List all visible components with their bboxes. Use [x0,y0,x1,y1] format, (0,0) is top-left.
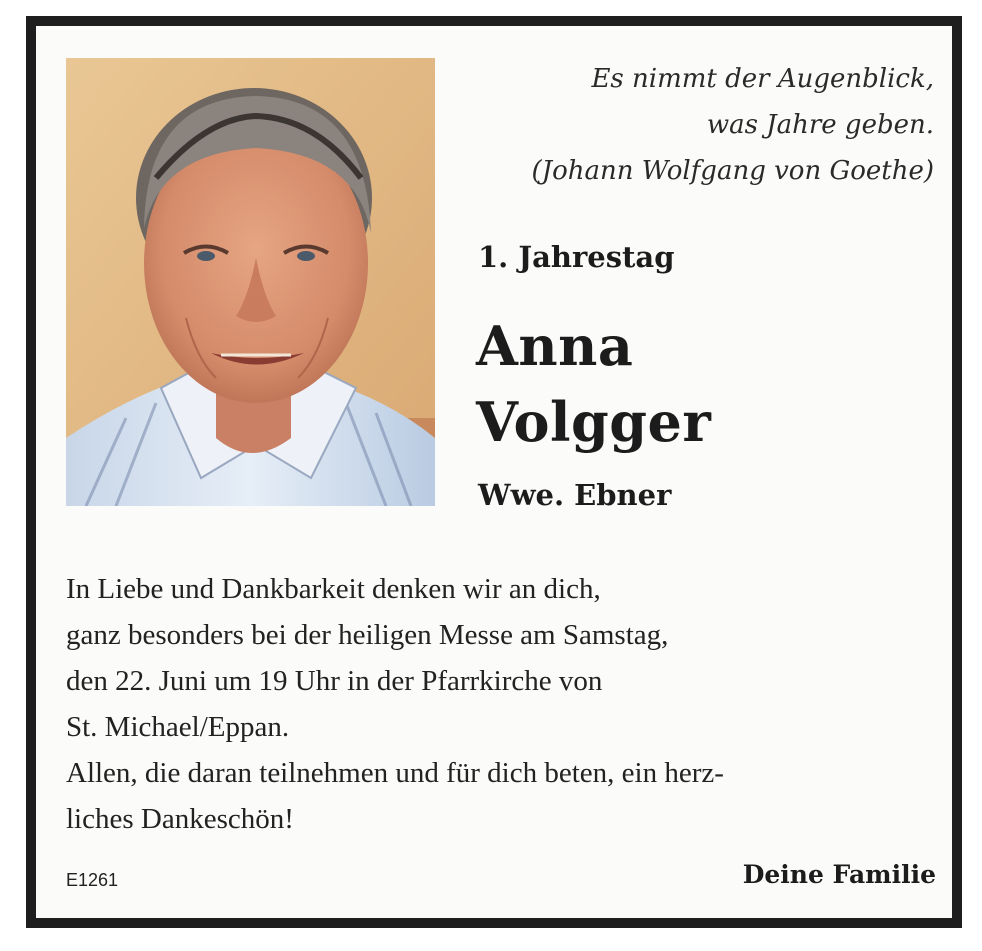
goethe-quote [464,56,934,194]
message-line-1: In Liebe und Dankbarkeit denken wir an dich, [66,573,601,605]
memorial-message [66,566,936,842]
signature: Deine Familie [742,860,936,889]
first-name: Anna [476,314,634,378]
portrait-photo [66,58,435,506]
message-line-4: St. Michael/Eppan. [66,711,290,743]
deceased-name [476,308,711,460]
quote-line-1: Es nimmt der Augenblick, [591,64,934,94]
message-line-6: liches Dankeschön! [66,803,294,835]
message-line-5: Allen, die daran teilnehmen und für dich beten, ein herz- [66,757,724,789]
portrait-illustration [66,58,435,506]
widow-of: Wwe. Ebner [478,478,672,512]
anniversary-heading: 1. Jahrestag [478,240,675,274]
message-line-2: ganz besonders bei der heiligen Messe am Samstag, [66,619,669,651]
quote-line-2: was Jahre geben. [706,110,934,140]
obituary-card [26,16,962,928]
last-name: Volgger [476,390,712,454]
message-line-3: den 22. Juni um 19 Uhr in der Pfarrkirche von [66,665,603,697]
quote-attribution: (Johann Wolfgang von Goethe) [531,156,934,186]
reference-code: E1261 [66,870,119,890]
